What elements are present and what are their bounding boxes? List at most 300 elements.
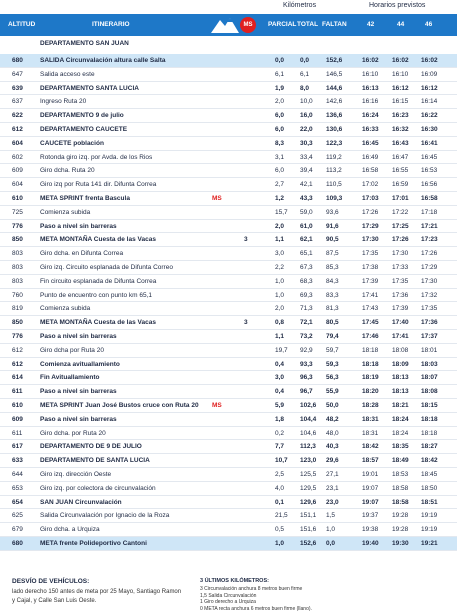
altitude-cell: 639 xyxy=(12,84,23,92)
faltan-cell: 85,3 xyxy=(326,263,339,271)
total-cell: 151,6 xyxy=(300,526,317,534)
table-row xyxy=(0,537,457,551)
time-42-cell: 18:57 xyxy=(362,457,379,465)
altitude-cell: 602 xyxy=(12,153,23,161)
time-46-cell: 19:21 xyxy=(421,539,438,547)
time-44-cell: 17:30 xyxy=(392,250,409,258)
parcial-cell: 3,0 xyxy=(275,250,285,258)
table-row xyxy=(0,385,457,399)
category-cell: 3 xyxy=(244,236,248,244)
time-44-cell: 17:36 xyxy=(392,291,409,299)
parcial-cell: 2,2 xyxy=(275,263,285,271)
time-44-cell: 18:35 xyxy=(392,443,409,451)
altitude-cell: 609 xyxy=(12,167,23,175)
itinerary-cell: Giro dcha por Ruta 20 xyxy=(40,346,104,354)
time-42-cell: 17:26 xyxy=(362,208,379,216)
time-46-cell: 16:14 xyxy=(421,98,438,106)
total-cell: 59,0 xyxy=(300,208,313,216)
time-46-cell: 17:21 xyxy=(421,222,438,230)
altitude-cell: 776 xyxy=(12,222,23,230)
time-44-cell: 17:39 xyxy=(392,305,409,313)
altitude-cell: 604 xyxy=(12,139,23,147)
parcial-cell: 2,0 xyxy=(275,305,285,313)
ms-badge: MS xyxy=(240,17,256,33)
time-44-cell: 17:35 xyxy=(392,277,409,285)
faltan-cell: 23,1 xyxy=(326,484,339,492)
parcial-cell: 6,1 xyxy=(275,70,285,78)
time-44-cell: 17:22 xyxy=(392,208,409,216)
parcial-cell: 7,7 xyxy=(275,443,285,451)
total-cell: 39,4 xyxy=(300,167,313,175)
total-cell: 30,3 xyxy=(300,139,313,147)
time-42-cell: 18:20 xyxy=(362,388,379,396)
time-44-cell: 18:58 xyxy=(392,498,409,506)
altitude-cell: 725 xyxy=(12,208,23,216)
table-row xyxy=(0,275,457,289)
itinerary-cell: META MONTAÑA Cuesta de las Vacas xyxy=(40,236,156,244)
time-44-cell: 18:13 xyxy=(392,374,409,382)
time-42-cell: 18:31 xyxy=(362,415,379,423)
parcial-cell: 1,0 xyxy=(275,277,285,285)
itinerary-cell: DEPARTAMENTO CAUCETE xyxy=(40,125,128,133)
itinerary-cell: DEPARTAMENTO 9 de julio xyxy=(40,112,124,120)
total-cell: 69,3 xyxy=(300,291,313,299)
itinerary-cell: CAUCETE población xyxy=(40,139,104,147)
time-46-cell: 16:53 xyxy=(421,167,438,175)
time-46-cell: 18:18 xyxy=(421,429,438,437)
itinerary-cell: Comienza avituallamiento xyxy=(40,360,120,368)
desvio-text: lado derecho 150 antes de meta por 25 Mayo, Santiago Ramon y Cajal, y Calle San Luis Oeste. xyxy=(12,589,182,604)
itinerary-cell: DEPARTAMENTO SANTA LUCIA xyxy=(40,84,139,92)
col-altitud: ALTITUD xyxy=(8,21,36,28)
faltan-cell: 55,9 xyxy=(326,388,339,396)
time-46-cell: 19:19 xyxy=(421,512,438,520)
col-parcial: PARCIAL xyxy=(268,21,297,28)
parcial-cell: 6,0 xyxy=(275,125,285,133)
total-cell: 67,3 xyxy=(300,263,313,271)
parcial-cell: 8,3 xyxy=(275,139,285,147)
itinerary-cell: Paso a nivel sin barreras xyxy=(40,415,117,423)
total-cell: 0,0 xyxy=(300,57,310,64)
table-row xyxy=(0,261,457,275)
total-cell: 93,3 xyxy=(300,360,313,368)
total-cell: 8,0 xyxy=(300,84,310,92)
time-44-cell: 19:28 xyxy=(392,526,409,534)
time-44-cell: 19:28 xyxy=(392,512,409,520)
itinerary-cell: SAN JUAN Circunvalación xyxy=(40,498,122,506)
itinerary-cell: Paso a nivel sin barreras xyxy=(40,222,117,230)
time-44-cell: 16:12 xyxy=(392,84,409,92)
table-row xyxy=(0,123,457,137)
time-42-cell: 17:39 xyxy=(362,277,379,285)
itinerary-cell: Comienza subida xyxy=(40,305,91,313)
itinerary-cell: Punto de encuentro con punto km 65,1 xyxy=(40,291,153,299)
parcial-cell: 0,8 xyxy=(275,319,285,327)
time-46-cell: 18:07 xyxy=(421,374,438,382)
total-cell: 152,6 xyxy=(300,539,317,547)
time-46-cell: 17:30 xyxy=(421,277,438,285)
faltan-cell: 29,6 xyxy=(326,457,339,465)
total-cell: 43,3 xyxy=(300,194,313,202)
time-44-cell: 19:30 xyxy=(392,539,409,547)
parcial-cell: 10,7 xyxy=(275,457,288,465)
time-46-cell: 18:15 xyxy=(421,401,438,409)
time-42-cell: 16:49 xyxy=(362,153,379,161)
altitude-cell: 653 xyxy=(12,484,23,492)
table-row xyxy=(0,316,457,330)
total-cell: 71,3 xyxy=(300,305,313,313)
time-42-cell: 16:58 xyxy=(362,167,379,175)
table-row xyxy=(0,427,457,441)
time-42-cell: 17:03 xyxy=(362,194,379,202)
time-42-cell: 18:28 xyxy=(362,401,379,409)
time-42-cell: 17:43 xyxy=(362,305,379,313)
altitude-cell: 614 xyxy=(12,374,23,382)
table-row xyxy=(0,68,457,82)
time-42-cell: 17:46 xyxy=(362,332,379,340)
time-44-cell: 16:23 xyxy=(392,112,409,120)
itinerary-cell: Fin circuito esplanada de Difunta Correa xyxy=(40,277,157,285)
altitude-cell: 612 xyxy=(12,360,23,368)
table-row xyxy=(0,54,457,68)
itinerary-cell: DEPARTAMENTO DE SANTA LUCIA xyxy=(40,457,150,465)
parcial-cell: 2,7 xyxy=(275,181,285,189)
parcial-cell: 1,0 xyxy=(275,291,285,299)
time-46-cell: 17:23 xyxy=(421,236,438,244)
total-cell: 96,7 xyxy=(300,388,313,396)
faltan-cell: 84,3 xyxy=(326,277,339,285)
table-row xyxy=(0,344,457,358)
time-42-cell: 17:29 xyxy=(362,222,379,230)
parcial-cell: 21,5 xyxy=(275,512,288,520)
itinerary-cell: Salida Circunvalación por Ignacio de la Roza xyxy=(40,512,170,520)
itinerary-cell: Rotonda giro izq. por Avda. de los Rios xyxy=(40,153,153,161)
altitude-cell: 612 xyxy=(12,125,23,133)
itinerary-cell: Comienza subida xyxy=(40,208,91,216)
itinerary-cell: SALIDA Circunvalación altura calle Salta xyxy=(40,57,166,64)
itinerary-cell: Giro izq. dirección Oeste xyxy=(40,470,112,478)
time-46-cell: 16:41 xyxy=(421,139,438,147)
time-46-cell: 16:22 xyxy=(421,112,438,120)
time-44-cell: 16:15 xyxy=(392,98,409,106)
time-44-cell: 16:32 xyxy=(392,125,409,133)
total-cell: 61,0 xyxy=(300,222,313,230)
parcial-cell: 0,2 xyxy=(275,429,285,437)
altitude-cell: 612 xyxy=(12,346,23,354)
time-44-cell: 16:43 xyxy=(392,139,409,147)
total-cell: 129,5 xyxy=(300,484,317,492)
faltan-cell: 56,3 xyxy=(326,374,339,382)
altitude-cell: 803 xyxy=(12,250,23,258)
itinerary-cell: Giro dcha. Ruta 20 xyxy=(40,167,95,175)
total-cell: 22,0 xyxy=(300,125,313,133)
time-44-cell: 16:55 xyxy=(392,167,409,175)
faltan-cell: 80,5 xyxy=(326,319,339,327)
faltan-cell: 81,3 xyxy=(326,305,339,313)
time-46-cell: 17:36 xyxy=(421,319,438,327)
faltan-cell: 113,2 xyxy=(326,167,342,175)
faltan-cell: 119,2 xyxy=(326,153,342,161)
time-46-cell: 19:19 xyxy=(421,526,438,534)
parcial-cell: 1,0 xyxy=(275,539,285,547)
time-44-cell: 17:25 xyxy=(392,222,409,230)
table-row xyxy=(0,109,457,123)
time-44-cell: 18:24 xyxy=(392,415,409,423)
parcial-cell: 15,7 xyxy=(275,208,288,216)
time-42-cell: 17:38 xyxy=(362,263,379,271)
time-42-cell: 19:07 xyxy=(362,498,379,506)
time-42-cell: 17:45 xyxy=(362,319,379,327)
time-46-cell: 16:02 xyxy=(421,57,438,64)
table-row xyxy=(0,206,457,220)
time-42-cell: 19:40 xyxy=(362,539,379,547)
parcial-cell: 1,1 xyxy=(275,236,285,244)
parcial-cell: 1,2 xyxy=(275,194,285,202)
itinerary-cell: Fin Avituallamiento xyxy=(40,374,100,382)
department-title: DEPARTAMENTO SAN JUAN xyxy=(40,40,129,47)
table-row xyxy=(0,468,457,482)
mountain-icon xyxy=(211,16,239,34)
time-42-cell: 18:31 xyxy=(362,429,379,437)
faltan-cell: 48,0 xyxy=(326,429,339,437)
table-row xyxy=(0,509,457,523)
faltan-cell: 83,3 xyxy=(326,291,339,299)
altitude-cell: 625 xyxy=(12,512,23,520)
table-row xyxy=(0,496,457,510)
time-42-cell: 18:19 xyxy=(362,374,379,382)
category-cell: 3 xyxy=(244,319,248,327)
altitude-cell: 611 xyxy=(12,388,23,396)
faltan-cell: 146,5 xyxy=(326,70,343,78)
total-cell: 72,1 xyxy=(300,319,313,327)
total-cell: 16,0 xyxy=(300,112,313,120)
parcial-cell: 2,0 xyxy=(275,222,285,230)
time-44-cell: 17:26 xyxy=(392,236,409,244)
time-46-cell: 16:30 xyxy=(421,125,438,133)
time-46-cell: 18:18 xyxy=(421,415,438,423)
time-44-cell: 18:09 xyxy=(392,360,409,368)
time-44-cell: 18:08 xyxy=(392,346,409,354)
time-42-cell: 16:10 xyxy=(362,70,379,78)
table-row xyxy=(0,82,457,96)
time-42-cell: 18:18 xyxy=(362,346,379,354)
kilometros-group-label: Kilómetros xyxy=(283,2,317,9)
table-header xyxy=(0,14,457,36)
time-44-cell: 16:59 xyxy=(392,181,409,189)
time-42-cell: 19:01 xyxy=(362,470,379,478)
time-42-cell: 17:30 xyxy=(362,236,379,244)
total-cell: 129,6 xyxy=(300,498,317,506)
total-cell: 125,5 xyxy=(300,470,317,478)
itinerary-cell: Giro izq. por colectora de circunvalación xyxy=(40,484,156,492)
altitude-cell: 611 xyxy=(12,429,23,437)
time-42-cell: 19:07 xyxy=(362,484,379,492)
faltan-cell: 122,3 xyxy=(326,139,343,147)
faltan-cell: 152,6 xyxy=(326,57,343,64)
itinerary-cell: Ingreso Ruta 20 xyxy=(40,98,87,106)
parcial-cell: 2,5 xyxy=(275,470,285,478)
time-46-cell: 18:51 xyxy=(421,498,438,506)
faltan-cell: 79,4 xyxy=(326,332,339,340)
time-44-cell: 17:41 xyxy=(392,332,409,340)
time-46-cell: 17:32 xyxy=(421,291,438,299)
table-row xyxy=(0,330,457,344)
itinerary-table xyxy=(0,54,457,551)
time-42-cell: 17:02 xyxy=(362,181,379,189)
table-row xyxy=(0,233,457,247)
altitude-cell: 609 xyxy=(12,415,23,423)
ultimos-line: 1 Giro derecho a Urquiza xyxy=(200,599,256,605)
total-cell: 96,3 xyxy=(300,374,313,382)
time-46-cell: 16:58 xyxy=(421,194,438,202)
total-cell: 33,4 xyxy=(300,153,313,161)
itinerary-cell: Giro izq por Ruta 141 dir. Difunta Correa xyxy=(40,181,157,189)
faltan-cell: 1,5 xyxy=(326,512,336,520)
table-row xyxy=(0,247,457,261)
parcial-cell: 5,9 xyxy=(275,401,285,409)
total-cell: 10,0 xyxy=(300,98,313,106)
time-42-cell: 16:02 xyxy=(362,57,379,64)
parcial-cell: 0,4 xyxy=(275,388,285,396)
time-46-cell: 18:42 xyxy=(421,457,438,465)
time-44-cell: 18:21 xyxy=(392,401,409,409)
time-46-cell: 18:45 xyxy=(421,470,438,478)
faltan-cell: 48,2 xyxy=(326,415,339,423)
ultimos-text xyxy=(200,586,450,612)
total-cell: 112,3 xyxy=(300,443,316,451)
parcial-cell: 6,0 xyxy=(275,112,285,120)
parcial-cell: 2,0 xyxy=(275,98,285,106)
altitude-cell: 819 xyxy=(12,305,23,313)
time-42-cell: 17:35 xyxy=(362,250,379,258)
total-cell: 151,1 xyxy=(300,512,317,520)
itinerary-cell: META frente Polideportivo Cantoni xyxy=(40,539,147,547)
altitude-cell: 622 xyxy=(12,112,23,120)
total-cell: 65,1 xyxy=(300,250,313,258)
parcial-cell: 0,1 xyxy=(275,498,285,506)
parcial-cell: 1,1 xyxy=(275,332,285,340)
time-42-cell: 16:16 xyxy=(362,98,379,106)
table-row xyxy=(0,358,457,372)
faltan-cell: 91,6 xyxy=(326,222,339,230)
time-46-cell: 17:18 xyxy=(421,208,438,216)
parcial-cell: 19,7 xyxy=(275,346,288,354)
table-row xyxy=(0,192,457,206)
altitude-cell: 850 xyxy=(12,236,23,244)
time-46-cell: 16:09 xyxy=(421,70,438,78)
parcial-cell: 3,1 xyxy=(275,153,285,161)
time-44-cell: 18:13 xyxy=(392,388,409,396)
altitude-cell: 647 xyxy=(12,70,23,78)
faltan-cell: 40,3 xyxy=(326,443,339,451)
header-groups xyxy=(0,0,457,14)
total-cell: 102,6 xyxy=(300,401,317,409)
itinerary-cell: Paso a nivel sin barreras xyxy=(40,332,117,340)
time-42-cell: 19:38 xyxy=(362,526,379,534)
parcial-cell: 1,8 xyxy=(275,415,285,423)
table-row xyxy=(0,454,457,468)
time-46-cell: 16:56 xyxy=(421,181,438,189)
footer xyxy=(0,578,457,615)
faltan-cell: 59,7 xyxy=(326,346,339,354)
desvio-title: DESVÍO DE VEHÍCULOS: xyxy=(12,578,90,585)
faltan-cell: 50,0 xyxy=(326,401,339,409)
altitude-cell: 680 xyxy=(12,57,23,64)
faltan-cell: 59,3 xyxy=(326,360,339,368)
table-row xyxy=(0,178,457,192)
table-row xyxy=(0,164,457,178)
parcial-cell: 3,0 xyxy=(275,374,285,382)
altitude-cell: 679 xyxy=(12,526,23,534)
time-46-cell: 17:26 xyxy=(421,250,438,258)
time-46-cell: 17:37 xyxy=(421,332,438,340)
time-42-cell: 18:42 xyxy=(362,443,379,451)
ms-cell: MS xyxy=(212,194,222,202)
time-42-cell: 16:24 xyxy=(362,112,379,120)
parcial-cell: 0,4 xyxy=(275,360,285,368)
time-46-cell: 16:12 xyxy=(421,84,438,92)
faltan-cell: 1,0 xyxy=(326,526,336,534)
time-44-cell: 18:58 xyxy=(392,484,409,492)
table-row xyxy=(0,399,457,413)
table-row xyxy=(0,413,457,427)
faltan-cell: 130,6 xyxy=(326,125,343,133)
faltan-cell: 93,6 xyxy=(326,208,339,216)
faltan-cell: 0,0 xyxy=(326,539,336,547)
itinerary-cell: Giro dcha. en Difunta Correa xyxy=(40,250,124,258)
altitude-cell: 654 xyxy=(12,498,23,506)
itinerary-cell: Giro izq. Circuito esplanada de Difunta Correo xyxy=(40,263,173,271)
altitude-cell: 604 xyxy=(12,181,23,189)
altitude-cell: 610 xyxy=(12,401,23,409)
itinerary-cell: Paso a nivel sin barreras xyxy=(40,388,117,396)
time-42-cell: 16:33 xyxy=(362,125,379,133)
time-42-cell: 16:13 xyxy=(362,84,379,92)
altitude-cell: 633 xyxy=(12,457,23,465)
parcial-cell: 6,0 xyxy=(275,167,285,175)
col-h44: 44 xyxy=(397,21,405,28)
altitude-cell: 610 xyxy=(12,194,23,202)
itinerary-cell: Giro dcha. a Urquiza xyxy=(40,526,100,534)
faltan-cell: 109,3 xyxy=(326,194,343,202)
time-42-cell: 16:45 xyxy=(362,139,379,147)
altitude-cell: 617 xyxy=(12,443,23,451)
total-cell: 123,0 xyxy=(300,457,317,465)
time-44-cell: 18:53 xyxy=(392,470,409,478)
col-total: TOTAL xyxy=(297,21,319,28)
table-row xyxy=(0,371,457,385)
time-44-cell: 16:10 xyxy=(392,70,409,78)
table-row xyxy=(0,302,457,316)
ultimos-line: 0 META recta anchura 6 metros buen firme (llano). xyxy=(200,605,312,612)
total-cell: 73,2 xyxy=(300,332,313,340)
table-row xyxy=(0,523,457,537)
horarios-group-label: Horarios previstos xyxy=(369,2,426,9)
ultimos-line: 3 Circunvalación anchura 8 metros buen firme xyxy=(200,586,303,592)
time-44-cell: 18:49 xyxy=(392,457,409,465)
table-row xyxy=(0,220,457,234)
time-44-cell: 17:40 xyxy=(392,319,409,327)
parcial-cell: 0,5 xyxy=(275,526,285,534)
ultimos-line: 1,5 Salida Circunvalación xyxy=(200,592,257,599)
ultimos-title: 3 ÚLTIMOS KILÓMETROS: xyxy=(200,578,269,584)
time-46-cell: 18:08 xyxy=(421,388,438,396)
time-44-cell: 17:33 xyxy=(392,263,409,271)
itinerary-cell: Giro dcha. por Ruta 20 xyxy=(40,429,106,437)
parcial-cell: 0,0 xyxy=(275,57,285,64)
itinerary-cell: META MONTAÑA Cuesta de las Vacas xyxy=(40,319,156,327)
altitude-cell: 803 xyxy=(12,277,23,285)
